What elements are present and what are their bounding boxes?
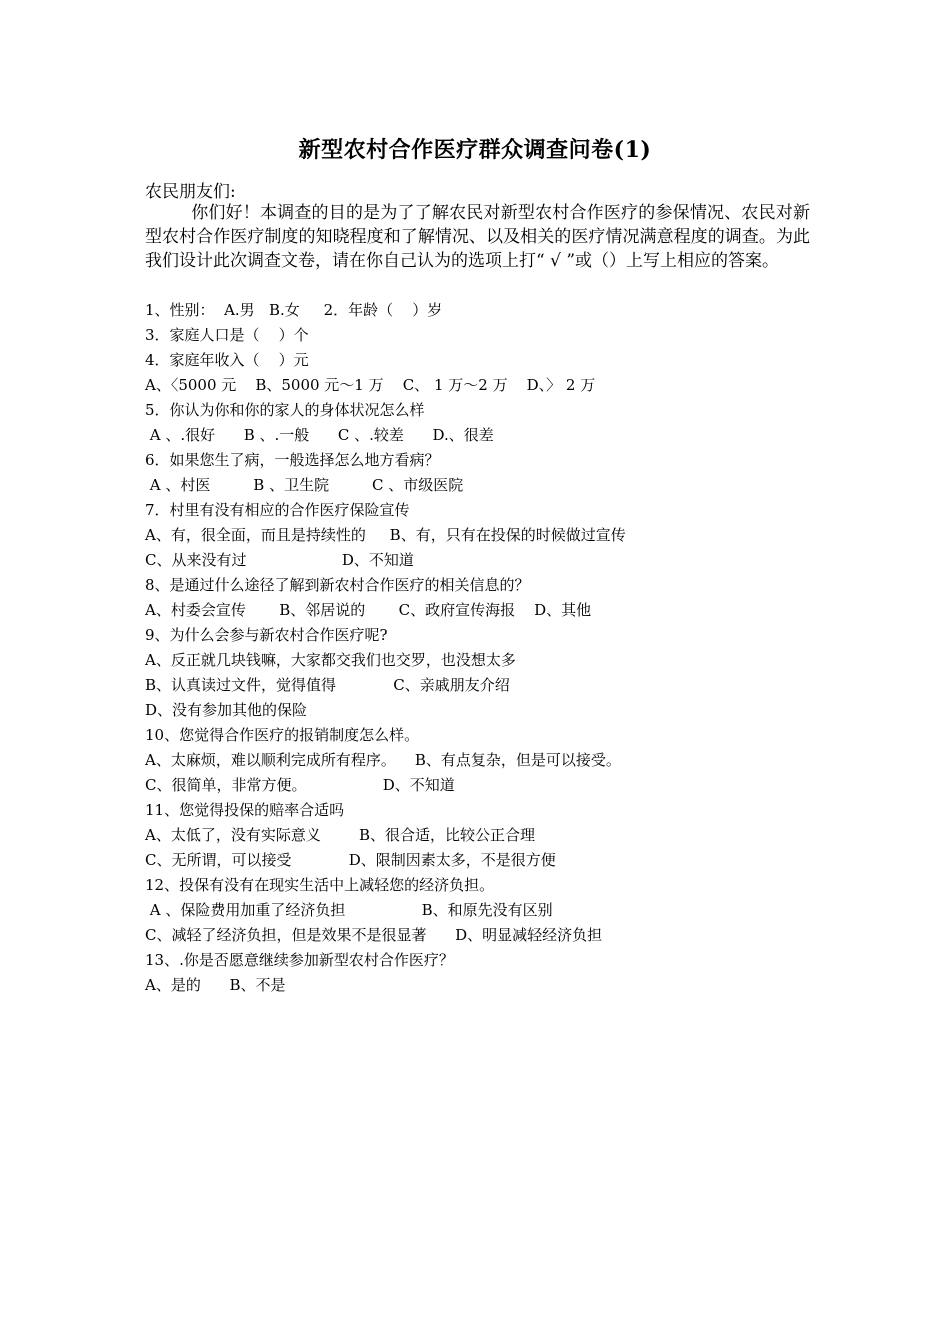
question-line: C、很简单，非常方便。 D、不知道 — [145, 776, 455, 794]
question-line: A、太麻烦，难以顺利完成所有程序。 B、有点复杂，但是可以接受。 — [145, 751, 621, 769]
question-line: 8、是通过什么途径了解到新农村合作医疗的相关信息的？ — [145, 576, 530, 594]
question-line: A、村委会宣传 B、邻居说的 C、政府宣传海报 D、其他 — [145, 601, 592, 619]
question-line: C、减轻了经济负担，但是效果不是很显著 D、明显减轻经济负担 — [145, 926, 603, 944]
question-line: D、没有参加其他的保险 — [145, 701, 308, 719]
question-line: 7．村里有没有相应的合作医疗保险宣传 — [145, 501, 410, 519]
question-line: C、无所谓，可以接受 D、限制因素太多，不是很方便 — [145, 851, 556, 869]
question-line: A、太低了，没有实际意义 B、很合适，比较公正合理 — [145, 826, 536, 844]
question-line: 3．家庭人口是（ ）个 — [145, 326, 309, 344]
question-line: A 、保险费用加重了经济负担 B、和原先没有区别 — [145, 901, 553, 919]
question-line: 13、.你是否愿意继续参加新型农村合作医疗？ — [145, 951, 454, 969]
question-line: A、反正就几块钱嘛，大家都交我们也交罗，也没想太多 — [145, 651, 516, 669]
question-line: 1、性别： A.男 B.女 2．年龄（ ）岁 — [145, 301, 443, 319]
question-line: 5．你认为你和你的家人的身体状况怎么样 — [145, 401, 425, 419]
document-title: 新型农村合作医疗群众调查问卷(1) — [298, 137, 652, 163]
greeting: 农民朋友们: — [145, 182, 236, 202]
question-line: A、有，很全面，而且是持续性的 B、有，只有在投保的时候做过宣传 — [145, 526, 626, 544]
intro-text: 你们好！本调查的目的是为了了解农民对新型农村合作医疗的参保情况、农民对新型农村合作医疗制度的知晓程度和了解情况、以及相关的医疗情况满意程度的调查。为此我们设计此次调查文卷，请在你自己认为的选项上打“ √ ”或（）上写上相应的答案。 — [145, 203, 810, 271]
question-line: A、〈5000 元 B、5000 元～1 万 C、 1 万～2 万 D、〉 2 万 — [145, 376, 596, 394]
question-line: 9、为什么会参与新农村合作医疗呢? — [145, 626, 388, 644]
intro-paragraph — [145, 201, 810, 273]
question-line: A 、村医 B 、卫生院 C 、市级医院 — [145, 476, 464, 494]
question-line: A 、.很好 B 、.一般 C 、.较差 D.、很差 — [145, 426, 494, 444]
question-line: C、从来没有过 D、不知道 — [145, 551, 414, 569]
question-line: A、是的 B、不是 — [145, 976, 286, 994]
question-line: 4．家庭年收入（ ）元 — [145, 351, 309, 369]
question-line: 10、您觉得合作医疗的报销制度怎么样。 — [145, 726, 420, 744]
question-line: 12、投保有没有在现实生活中上减轻您的经济负担。 — [145, 876, 495, 894]
question-line: B、认真读过文件，觉得值得 C、亲戚朋友介绍 — [145, 676, 510, 694]
question-line: 6．如果您生了病，一般选择怎么地方看病？ — [145, 451, 440, 469]
question-line: 11、您觉得投保的赔率合适吗 — [145, 801, 345, 819]
